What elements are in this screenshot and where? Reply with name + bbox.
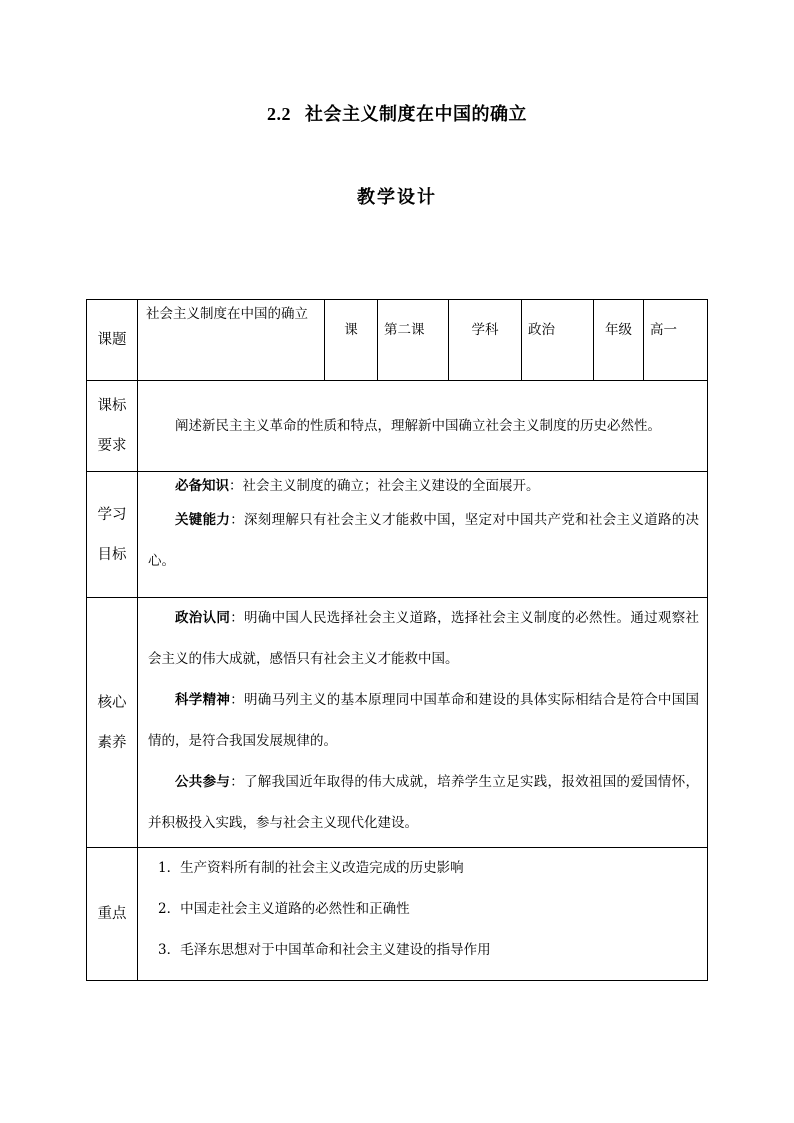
subject-label: 学科 xyxy=(449,300,522,381)
standard-content xyxy=(138,381,708,472)
title-number: 2.2 xyxy=(267,104,291,124)
standard-label-line-2: 要求 xyxy=(97,438,127,454)
title-text: 社会主义制度在中国的确立 xyxy=(305,104,527,125)
key-points-row xyxy=(87,848,708,981)
key-point-item: 3．毛泽东思想对于中国革命和社会主义建设的指导作用 xyxy=(158,942,491,958)
key-point-item: 1．生产资料所有制的社会主义改造完成的历史影响 xyxy=(158,860,464,876)
goals-label-line-2: 目标 xyxy=(97,546,127,563)
literacy-row xyxy=(87,598,708,848)
standard-label xyxy=(87,381,138,472)
public-label: 公共参与 xyxy=(175,774,231,790)
political-text: ：明确中国人民选择社会主义道路，选择社会主义制度的必然性。通过观察社会主义的伟大成就，感悟只有社会主义才能救中国。 xyxy=(148,610,700,667)
literacy-content xyxy=(138,598,708,848)
goals-label xyxy=(87,472,138,598)
goals-label-line-1: 学习 xyxy=(97,506,127,523)
topic-label: 课题 xyxy=(87,300,138,381)
lesson-plan-table xyxy=(86,299,708,981)
literacy-political xyxy=(138,598,707,680)
literacy-label-line-1: 核心 xyxy=(97,694,127,711)
document-title xyxy=(0,100,794,126)
goals-ability xyxy=(138,500,707,582)
key-points-label: 重点 xyxy=(87,848,138,981)
lesson-label: 课 xyxy=(325,300,378,381)
literacy-label xyxy=(87,598,138,848)
literacy-public xyxy=(138,762,707,844)
public-text: ：了解我国近年取得的伟大成就，培养学生立足实践，报效祖国的爱国情怀，并积极投入实践，参与社会主义现代化建设。 xyxy=(148,774,700,831)
goals-row xyxy=(87,472,708,598)
goals-content xyxy=(138,472,708,598)
political-label: 政治认同 xyxy=(175,610,231,626)
literacy-label-line-2: 素养 xyxy=(97,734,127,751)
science-label: 科学精神 xyxy=(175,692,231,708)
ability-text: ：深刻理解只有社会主义才能救中国，坚定对中国共产党和社会主义道路的决心。 xyxy=(148,512,700,569)
science-text: ：明确马列主义的基本原理同中国革命和建设的具体实际相结合是符合中国国情的，是符合我国发展规律的。 xyxy=(148,692,700,749)
key-points-content xyxy=(138,848,708,981)
goals-knowledge xyxy=(138,472,707,500)
ability-label: 关键能力 xyxy=(175,512,231,528)
standard-text: 阐述新民主主义革命的性质和特点，理解新中国确立社会主义制度的历史必然性。 xyxy=(175,417,661,434)
knowledge-text: ：社会主义制度的确立；社会主义建设的全面展开。 xyxy=(229,478,540,494)
subject-value: 政治 xyxy=(522,300,594,381)
document-subtitle: 教学设计 xyxy=(357,187,437,208)
header-row xyxy=(87,300,708,381)
topic-value: 社会主义制度在中国的确立 xyxy=(138,300,325,381)
grade-value: 高一 xyxy=(644,300,708,381)
standard-label-line-1: 课标 xyxy=(97,398,127,414)
grade-label: 年级 xyxy=(594,300,644,381)
lesson-value: 第二课 xyxy=(378,300,449,381)
knowledge-label: 必备知识 xyxy=(175,478,229,494)
key-point-item: 2．中国走社会主义道路的必然性和正确性 xyxy=(158,901,410,917)
literacy-science xyxy=(138,680,707,762)
standard-row xyxy=(87,381,708,472)
